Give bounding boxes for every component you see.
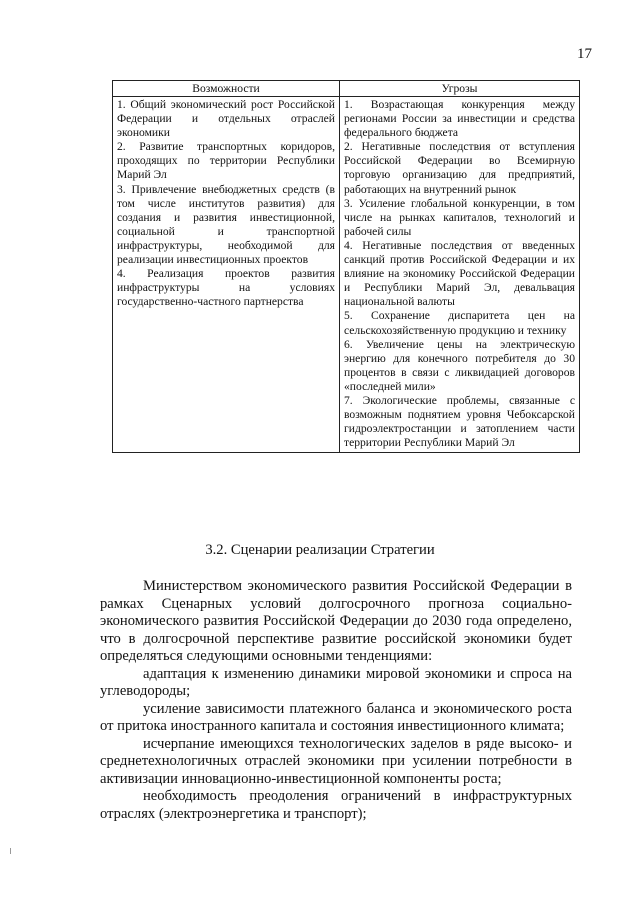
header-threats: Угрозы [340, 81, 580, 97]
section-title: 3.2. Сценарии реализации Стратегии [205, 542, 435, 558]
paragraph: усиление зависимости платежного баланса и экономического роста от притока иностранного капитала и состояния инвестиционного климата; [100, 700, 572, 734]
threat-item: 2. Негативные последствия от вступления Российской Федерации во Всемирную торговую организацию для предприятий, работающих на внутренний рынок [344, 140, 575, 196]
swot-table [112, 80, 580, 453]
threat-item: 7. Экологические проблемы, связанные с возможным поднятием уровня Чебоксарской гидроэлектростанции и затоплением части территории Республики Марий Эл [344, 393, 575, 450]
paragraph: Министерством экономического развития Российской Федерации в рамках Сценарных условий долгосрочного прогноза социально-экономического развития Российской Федерации до 2030 года определено, что в долгосрочной перспективе развитие российской экономики будет определяться следующими основными тенденциями: [100, 578, 572, 664]
table-header-row [113, 81, 580, 97]
threat-item: 3. Усиление глобальной конкуренции, в том числе на рынках капиталов, технологий и рабочей силы [344, 196, 575, 238]
threat-item: 4. Негативные последствия от введенных санкций против Российской Федерации и их влияние на экономику Российской Федерации и Республики Марий Эл, девальвация национальной валюты [344, 238, 575, 309]
paragraph: адаптация к изменению динамики мировой экономики и спроса на углеводороды; [100, 665, 572, 699]
header-opportunities: Возможности [113, 81, 340, 97]
opportunity-item: 2. Развитие транспортных коридоров, проходящих по территории Республики Марий Эл [117, 140, 335, 182]
opportunity-item: 1. Общий экономический рост Российской Федерации и отдельных отраслей экономики [117, 98, 335, 140]
threats-cell [340, 97, 580, 453]
page-number: 17 [577, 46, 592, 62]
opportunity-item: 4. Реализация проектов развития инфраструктуры на условиях государственно-частного партнерства [117, 267, 335, 309]
opportunities-cell [113, 97, 340, 453]
opportunity-item: 3. Привлечение внебюджетных средств (в том числе институтов развития) для создания и развития инвестиционной, социальной и транспортной инфраструктуры, необходимой для реализации инвестиционных проектов [117, 182, 335, 267]
paragraph: необходимость преодоления ограничений в инфраструктурных отраслях (электроэнергетика и транспорт); [100, 788, 572, 822]
threat-item: 5. Сохранение диспаритета цен на сельскохозяйственную продукцию и технику [344, 309, 575, 337]
scan-mark [10, 848, 11, 854]
threat-item: 1. Возрастающая конкуренция между регионами России за инвестиции и средства федерального бюджета [344, 98, 575, 140]
section-body [100, 578, 572, 823]
paragraph: исчерпание имеющихся технологических заделов в ряде высоко- и среднетехнологичных отраслей экономики при усилении потребности в активизации инновационно-инвестиционной компоненты роста; [100, 735, 572, 787]
table-body-row [113, 97, 580, 453]
threat-item: 6. Увеличение цены на электрическую энергию для конечного потребителя до 30 процентов в связи с ликвидацией договоров «последней мили» [344, 337, 575, 393]
